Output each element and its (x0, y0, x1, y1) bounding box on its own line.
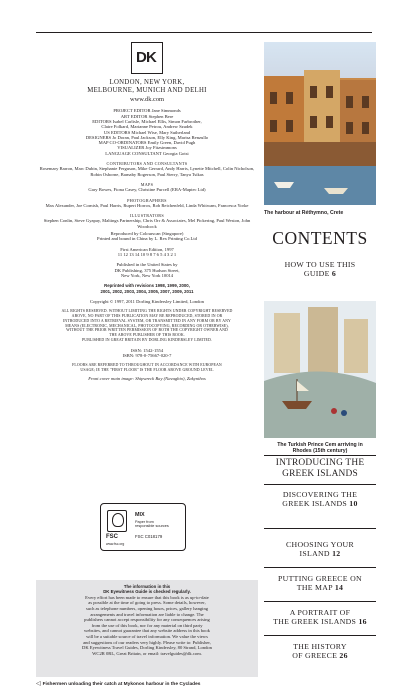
rights-line: MEANS (ELECTRONIC, MECHANICAL, PHOTOCOPYING, RECORDING OR OTHERWISE), (65, 323, 229, 328)
toc-page-number: 16 (358, 617, 367, 627)
info-box (36, 580, 258, 677)
fsc-mix: MIX (135, 512, 145, 518)
info-heading-line: DK Eyewitness Guide is checked regularly. (103, 589, 191, 595)
us-publisher (36, 262, 258, 278)
rights-line: WITHOUT THE PRIOR WRITTEN PERMISSION OF BOTH THE COPYRIGHT OWNER AND (66, 328, 228, 333)
triangle-left-icon: ◁ (36, 681, 41, 687)
rights-notice (36, 309, 258, 343)
toc-page-number: 6 (331, 269, 337, 279)
painting-illustration (264, 301, 376, 438)
fsc-tree-icon (107, 510, 127, 532)
copyright-line: Copyright © 1997, 2011 Dorling Kindersley Limited, London (90, 298, 204, 304)
footer-caption-text: Fishermen unloading their catch at Mykonos harbour in the Cyclades (42, 682, 201, 687)
toc-divider (264, 601, 376, 602)
photo1-caption: The harbour at Réthymno, Crete (264, 210, 344, 216)
toc-line: GREEK ISLANDS (282, 499, 348, 509)
toc-line: CHOOSING YOUR (286, 540, 354, 549)
footer-caption (36, 680, 372, 687)
info-box-heading (36, 584, 258, 595)
fsc-cert-number: FSC C018179 (135, 534, 163, 539)
intro-rule-top (264, 455, 376, 456)
info-line: WC2R 0RL, Great Britain, or email: travelguides@dk.com. (92, 650, 202, 656)
intro-rule-bottom (264, 484, 376, 485)
publisher-website[interactable]: www.dk.com (129, 96, 165, 104)
toc-how-to-use[interactable] (264, 260, 376, 278)
rights-line: INTRODUCED INTO A RETRIEVAL SYSTEM, OR TRANSMITTED IN ANY FORM OR BY ANY (63, 318, 231, 323)
info-line: from the use of this book, nor for any material on third party (91, 622, 203, 628)
floors-line: FLOORS ARE REFERRED TO THROUGHOUT IN ACCORDANCE WITH EUROPEAN (72, 363, 222, 368)
dk-logo (131, 42, 163, 74)
illustrators-section (36, 213, 258, 229)
info-line: and suggestions of our readers very highly. Please write to: Publisher, (83, 639, 211, 645)
maps-list: Gary Bowes, Fiona Casey, Christine Purcell (ERA-Maptec Ltd) (88, 187, 206, 193)
toc-line: PUTTING GREECE ON (278, 574, 362, 583)
toc-line: GUIDE (303, 269, 330, 279)
logo-letter-d: D (136, 49, 147, 66)
toc-divider (264, 567, 376, 568)
caption-line: The Turkish Prince Cem arriving in (277, 442, 363, 448)
printed-line: Printed and bound in China by L. Rex Printing Co.Ltd (97, 236, 197, 242)
isbn-line: ISBN: 978-0-75667-020-7 (122, 353, 172, 359)
rights-line: THE ABOVE PUBLISHER OF THIS BOOK. (109, 333, 185, 338)
credit-line: ART EDITOR Stephen Bere (120, 113, 174, 119)
info-line: as possible at the time of going to press. Some details, however, (88, 600, 206, 606)
section-heading: MAPS (140, 181, 154, 187)
credit-line: LANGUAGE CONSULTANT Georgia Gotsi (105, 150, 189, 156)
toc-divider (264, 635, 376, 636)
toc-page-number: 26 (339, 651, 348, 661)
fsc-website: www.fsc.org (106, 542, 125, 546)
toc-line: THE MAP (296, 583, 333, 593)
floors-note (36, 363, 258, 373)
publisher-line: Published in the United States by (116, 262, 178, 268)
toc-divider (264, 528, 376, 529)
credit-line: US EDITORS Michael Wise, Mary Sutherland (103, 129, 191, 135)
info-line: arrangements and travel information are liable to change. The (90, 611, 204, 617)
toc-discovering[interactable] (264, 490, 376, 508)
reprint-line: Reprinted with revisions 1998, 1999, 2000, (104, 283, 190, 289)
reprint-info (36, 283, 258, 294)
rights-line: PUBLISHED IN GREAT BRITAIN BY DORLING KINDERSLEY LIMITED. (82, 338, 212, 343)
credit-line: VISUALIZER Joy Fitzsimmons (117, 145, 177, 151)
rights-line: ALL RIGHTS RESERVED. WITHOUT LIMITING THE RIGHTS UNDER COPYRIGHT RESERVED (61, 309, 233, 314)
toc-history[interactable] (264, 642, 376, 660)
logo-letter-k: K (146, 49, 157, 66)
harbour-illustration (264, 42, 376, 205)
toc-page-number: 14 (334, 583, 344, 593)
section-heading: PHOTOGRAPHERS (127, 197, 167, 203)
fsc-label: FSC (106, 534, 118, 540)
reprint-line: 2001, 2002, 2003, 2004, 2005, 2007, 2009, 2011 (100, 288, 194, 294)
printing-info (36, 231, 258, 242)
part-heading-introducing[interactable] (264, 458, 376, 480)
contributors-section (36, 161, 258, 177)
staff-credits (36, 108, 258, 156)
toc-line: THE GREEK ISLANDS (273, 617, 357, 627)
toc-line: OF GREECE (292, 651, 338, 661)
publisher-line: DK Publishing, 375 Hudson Street, (114, 267, 180, 273)
cover-credit: Front cover main image: Shipwreck Bay (Navagbio), Zakynthos (88, 376, 206, 381)
cities-line: MELBOURNE, MUNICH AND DELHI (87, 87, 207, 95)
toc-page-number: 12 (332, 549, 341, 559)
credit-line: Claire Folkard, Marianne Petrou, Andrew Szudek (101, 124, 193, 130)
top-rule (36, 32, 372, 33)
credit-line: EDITORS Isabel Carlisle, Michael Ellis, Simon Farbrother, (92, 119, 202, 124)
section-heading: CONTRIBUTORS AND CONSULTANTS (106, 161, 188, 167)
info-line: will be a suitable source of travel information. We value the views (86, 633, 208, 639)
issn-line: ISSN: 1542-1554 (130, 347, 164, 353)
fsc-paper-line: responsible sources (135, 524, 169, 529)
publisher-cities (36, 79, 258, 95)
fsc-paper-text (135, 520, 169, 529)
intro-line: INTRODUCING THE (275, 458, 365, 468)
section-heading: ILLUSTRATORS (129, 213, 164, 219)
info-line: DK Eyewitness Travel Guides, Dorling Kindersley, 80 Strand, London (82, 645, 212, 651)
toc-page-number: 10 (349, 499, 358, 509)
illustrators-list: Stephen Conlin, Steve Gyapay, Maltings Partnership, Chris Orr & Associates, Mel Pickering, Paul Weston, John Woodcock (43, 218, 251, 229)
toc-line: THE HISTORY (293, 642, 347, 651)
print-run-line: 11 12 13 14 10 9 8 7 6 5 4 3 2 1 (117, 251, 177, 257)
isbn-info (36, 348, 258, 359)
toc-portrait[interactable] (264, 608, 376, 626)
caption-line: Rhodes (15th century) (292, 448, 348, 455)
toc-line: ISLAND (299, 549, 330, 559)
publisher-line: New York, New York 10014 (120, 272, 174, 278)
photographers-list: Max Alexander, Joe Cornish, Paul Harris, Rupert Horrox, Rob Reichenfeld, Linda Whitwam, Francesca Yorke (45, 202, 249, 208)
edition-info (36, 247, 258, 258)
imprint-column (36, 40, 258, 381)
repro-line: Reproduced by Colourscan (Singapore) (110, 231, 184, 237)
fsc-paper-line: Paper from (135, 520, 154, 524)
info-line: publishers cannot accept responsibility for any consequences arising (84, 617, 210, 623)
cities-line: LONDON, NEW YORK, (109, 79, 185, 86)
photo2-caption (264, 442, 376, 454)
photographers-section (36, 198, 258, 209)
rights-line: ABOVE, NO PART OF THIS PUBLICATION MAY BE REPRODUCED, STORED IN OR (71, 314, 223, 319)
toc-putting-greece[interactable] (264, 574, 376, 592)
edition-line: First American Edition, 1997 (120, 246, 174, 252)
toc-line: HOW TO USE THIS (284, 260, 356, 269)
fsc-badge (100, 503, 186, 551)
info-line: such as telephone numbers, opening hours, prices, gallery hanging (85, 606, 209, 611)
toc-choosing[interactable] (264, 540, 376, 558)
contents-title: CONTENTS (272, 228, 368, 248)
floors-line: USAGE; IE THE "FIRST FLOOR" IS THE FLOOR ABOVE GROUND LEVEL (80, 368, 214, 373)
toc-line: A PORTRAIT OF (289, 608, 351, 617)
info-heading-line: The information in this (123, 584, 171, 589)
intro-line: GREEK ISLANDS (282, 469, 358, 479)
credit-line: MAP CO-ORDINATORS Emily Green, David Pugh (98, 140, 196, 146)
credit-line: DESIGNERS Jo Doran, Paul Jackson, Elly King, Marisa Renzullo (85, 134, 209, 140)
contributors-list: Rosemary Barron, Marc Dubin, Stephanie Ferguson, Mike Gerrard, Andy Harris, Lynette Mitchell, Colin Nicholson, Robin Osborne, Barnaby Rogerson, Paul Sterry, Tanya Tsikas (39, 166, 255, 177)
rethymno-harbour-photo (264, 42, 376, 205)
maps-section (36, 182, 258, 193)
prince-cem-painting (264, 301, 376, 438)
toc-line: DISCOVERING THE (282, 490, 358, 499)
credit-line: PROJECT EDITOR Jane Simmonds (113, 108, 181, 114)
info-line: websites, and cannot guarantee that any website address in this book (84, 628, 210, 634)
info-box-text (36, 595, 258, 657)
info-line: Every effort has been made to ensure that this book is as up-to-date (85, 594, 209, 600)
